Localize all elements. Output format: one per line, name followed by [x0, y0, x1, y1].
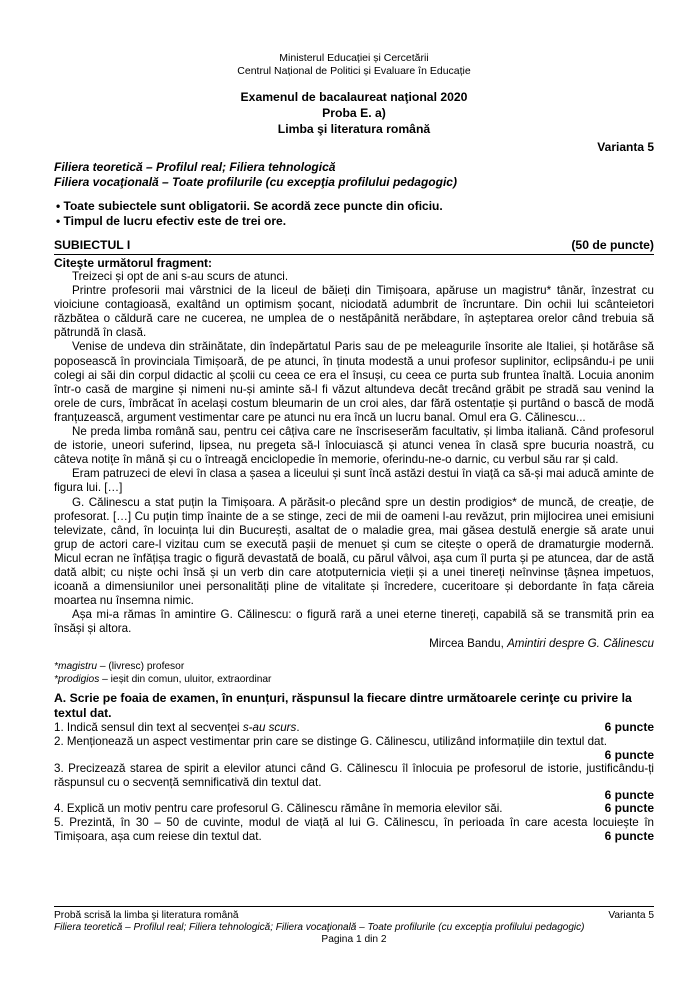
requirement-points: 6 puncte — [604, 829, 654, 844]
rule-item: • Timpul de lucru efectiv este de trei ore. — [56, 214, 287, 228]
footnote — [54, 661, 654, 674]
footnotes — [54, 661, 654, 686]
requirement-item — [54, 762, 654, 802]
footnote-term: *magistru — [54, 661, 98, 673]
footnote-term: *prodigios — [54, 673, 100, 685]
requirement-text: 2. Menționează un aspect vestimentar prin care se distinge G. Călinescu, utilizând informațiile din textul dat. — [54, 735, 607, 749]
requirement-item — [54, 735, 654, 762]
requirement-text: 5. Prezintă, în 30 – 50 de cuvinte, modul de viață al lui G. Călinescu, în perioada în care acesta locuiește în Timișoara, așa cum reiese din textul dat. — [54, 815, 654, 843]
center-name: Centrul Național de Politici și Evaluare în Educație — [237, 65, 471, 77]
requirement-text — [54, 721, 300, 735]
footer-variant: Varianta 5 — [608, 910, 654, 921]
filiera-line-2: Filiera vocaţională – Toate profilurile (cu excepţia profilului pedagogic) — [54, 175, 457, 189]
fragment-paragraph: Ne preda limba română sau, pentru cei câțiva care ne înscriseserăm facultativ, și limba italiană. Când profesorul de istorie, uneori suferind, lipsea, nu pregeta să-l înlocuiască și atunci venea în clasă spre bucuria noastră, cu câteva notițe în mână și cu o întreagă enciclopedie în memorie, oferindu-ne-o darnic, cu verbul său rar și cald. — [54, 425, 654, 467]
requirement-text: 4. Explică un motiv pentru care profesorul G. Călinescu rămâne în memoria elevilor săi. — [54, 802, 503, 816]
subject-points: (50 de puncte) — [571, 238, 654, 252]
requirement-points: 6 puncte — [604, 747, 654, 762]
document-header — [54, 52, 654, 78]
footnote — [54, 674, 654, 687]
fragment-paragraph: Venise de undeva din străinătate, din îndepărtatul Paris sau de pe meleagurile însorite ale Italiei, și hotărâse să poposească în provinciala Timișoară, de pe atunci, în ținuta modestă a unui profesor suplinitor, eclipsându-i pe unii colegi ai săi din corpul didactic al școlii cu ceea ce era el însuși, cu ceea ce purta sub fruntea înaltă. Locuia anonim într-o casă de margine și nimeni nu-și aminte să-l fi văzut altundeva decât trecând grăbit pe stradă sau venind la orele de curs, îmbrăcat în același costum bleumarin de un croi ales, dar fără ostentație și purtând o bască de modă franțuzească, argument vestimentar care pe atunci nu era încă un lucru banal. Omul era G. Călinescu... — [54, 340, 654, 424]
requirement-item — [54, 802, 654, 816]
fragment-work: Amintiri despre G. Călinescu — [507, 637, 654, 651]
footnote-definition: – ieșit din comun, uluitor, extraordinar — [99, 673, 272, 685]
requirement-item — [54, 721, 654, 735]
fragment-source — [54, 637, 654, 651]
fragment-paragraph: Eram patruzeci de elevi în clasa a șasea a liceului și sunt încă astăzi destui în viață ca să-și mai aducă aminte de figura lui. […] — [54, 467, 654, 495]
fragment-paragraph: G. Călinescu a stat puțin la Timișoara. A părăsit-o plecând spre un destin prodigios* de muncă, de creație, de profesorat. […] Cu puțin timp înainte de a se stinge, zeci de mii de oameni l-au revăzut, prin mijlocirea unei emisiuni televizate, când, în locuința lui din București, asaltat de o maladie grea, mai găsea destulă energie să arate unui grup de actori care-l vizitau cum se execută pașii de menuet și cum se citește o operă de dramaturgie modernă. Micul ecran ne înfățișa tragic o figură devastată de boală, cu părul vâlvoi, așa cum îl purta și pe atuncea, dar de astă dată albit; cu niște ochi însă și un verb din care atotputernicia vieții și a unei tinereți neînvinse țâșnea impetuos, icoană a dimensiunilor unei personalități pline de vitalitate și încredere, cuceritoare și debordante în fața căreia moartea nu însemna nimic. — [54, 495, 654, 608]
fragment-author: Mircea Bandu, — [429, 637, 504, 651]
subject-label: SUBIECTUL I — [54, 238, 131, 252]
page-footer — [54, 906, 654, 946]
filiera-line-1: Filiera teoretică – Profilul real; Filiera tehnologică — [54, 160, 336, 174]
requirement-text-part: 1. Indică sensul din text al secvenței — [54, 721, 243, 735]
requirement-text-part: . — [296, 721, 300, 735]
subject-header — [54, 238, 654, 255]
requirement-points: 6 puncte — [604, 801, 654, 816]
exam-subject: Limba şi literatura română — [277, 122, 431, 136]
exam-proba: Proba E. a) — [322, 106, 386, 120]
requirement-item — [54, 816, 654, 843]
subject-instruction: Citeşte următorul fragment: — [54, 256, 213, 270]
requirement-text: 3. Precizează starea de spirit a elevilor atunci când G. Călinescu îl înlocuia pe profesorul de istorie, justificându-ți răspunsul cu o secvență semnificativă din textul dat. — [54, 761, 654, 789]
footer-exam-name: Probă scrisă la limba şi literatura română — [54, 910, 239, 921]
requirements-list — [54, 721, 654, 843]
fragment-paragraph: Treizeci și opt de ani s-au scurs de atunci. — [72, 270, 289, 283]
footer-filiera: Filiera teoretică – Profilul real; Filiera tehnologică; Filiera vocaţională – Toate profilurile (cu excepţia profilului pedagogic) — [54, 922, 585, 933]
rule-item: • Toate subiectele sunt obligatorii. Se acordă zece puncte din oficiu. — [56, 199, 443, 213]
requirement-points: 6 puncte — [604, 720, 654, 735]
exam-rules — [54, 199, 654, 229]
fragment-paragraph: Printre profesorii mai vârstnici de la liceul de băieți din Timișoara, apăruse un magistru* tânăr, înzestrat cu vioiciune contagioasă, exaltând un optimism șocant, niciodată adumbrit de încruntare. Din ochii lui scânteietori răzbătea o căldură care ne cucerea, ne umplea de o nestăpânită nerăbdare, în așteptarea orelor când trebuia să pătrundă în clasă. — [54, 284, 654, 340]
fragment-paragraph: Așa mi-a rămas în amintire G. Călinescu: o figură rară a unei eterne tinereți, capabilă să se transmită prin ea însăși și altora. — [54, 608, 654, 636]
ministry-name: Ministerul Educației și Cercetării — [279, 52, 429, 64]
exam-title: Examenul de bacalaureat naţional 2020 — [240, 90, 468, 104]
section-a-heading: A. Scrie pe foaia de examen, în enunțuri, răspunsul la fiecare dintre următoarele cerinţe cu privire la textul dat. — [54, 691, 632, 721]
footer-row — [54, 910, 654, 922]
page-number: Pagina 1 din 2 — [321, 934, 387, 945]
literary-fragment — [54, 270, 654, 636]
variant-label: Varianta 5 — [597, 140, 654, 154]
requirement-quote: s-au scurs — [242, 721, 297, 735]
requirement-points: 6 puncte — [604, 788, 654, 803]
exam-title-block — [54, 89, 654, 137]
exam-page — [54, 52, 654, 843]
footnote-definition: – (livresc) profesor — [97, 661, 185, 673]
filiera-block — [54, 160, 654, 190]
